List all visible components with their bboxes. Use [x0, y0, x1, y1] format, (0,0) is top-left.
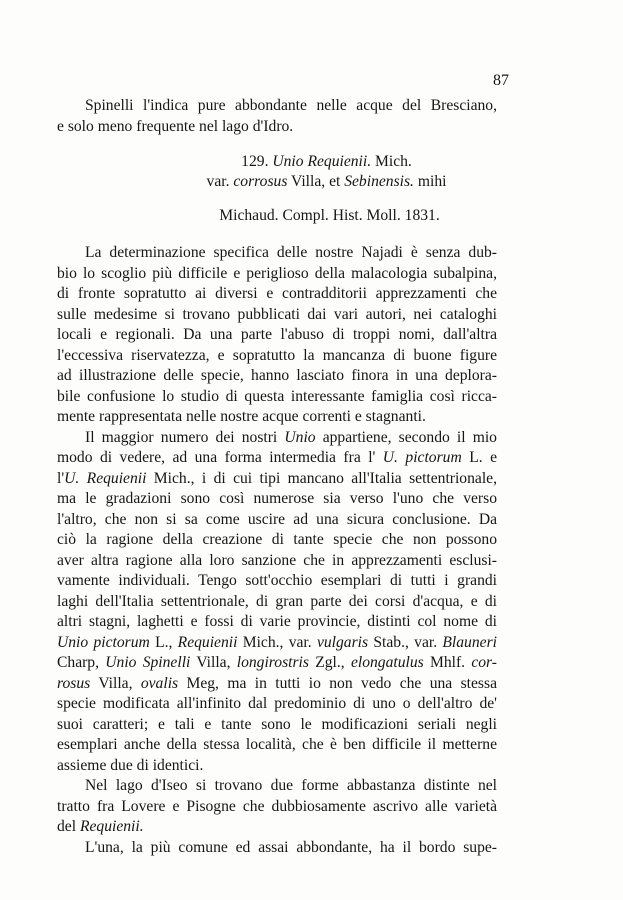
text-line: sulle medesime si trovano pubblicati dai vari autori, nei cataloghi: [57, 305, 497, 323]
text-line: L'una, la più comune ed assai abbondante, ha il bordo supe-: [85, 838, 497, 856]
species-varieties: var. corrosus Villa, et Sebinensis. mihi: [206, 173, 447, 190]
text-line: suoi caratteri; e tali e tante sono le modificazioni seriali negli: [57, 715, 497, 733]
text-line: e solo meno frequente nel lago d'Idro.: [57, 117, 294, 135]
text-line: Charp, Unio Spinelli Villa, longirostris Zgl., elongatulus Mhlf. cor-: [57, 654, 497, 671]
text-line: ad illustrazione delle specie, hanno lasciato finora in una deplora-: [57, 367, 497, 384]
text-line: Spinelli l'indica pure abbondante nelle acque del Bresciano,: [85, 97, 497, 114]
text-line: ciò la ragione della creazione di tante specie che non possono: [57, 531, 497, 548]
text-line: del Requienii.: [57, 818, 144, 835]
species-reference: Michaud. Compl. Hist. Moll. 1831.: [219, 207, 440, 224]
text-line: l'altro, che non si sa come uscire ad una sicura conclusione. Da: [57, 510, 497, 528]
text-line: rosus Villa, ovalis Meg, ma in tutti io non vedo che una stessa: [57, 674, 497, 692]
text-line: esemplari anche della stessa località, che è ben difficile il metterne: [57, 736, 497, 753]
text-line: modo di vedere, ad una forma intermedia fra l' U. pictorum L. e: [57, 449, 497, 466]
species-title: 129. Unio Requienii. Mich.: [241, 153, 412, 170]
intro-paragraph: [57, 96, 497, 137]
text-line: Unio pictorum L., Requienii Mich., var. vulgaris Stab., var. Blauneri: [57, 633, 497, 651]
text-line: assieme due di identici.: [57, 756, 204, 774]
text-line: altri stagni, laghetti e fossi di varie provincie, distinti col nome di: [57, 613, 497, 630]
text-line: bile confusione lo studio di questa interessante famiglia così ricca-: [57, 387, 497, 405]
text-line: l'U. Requienii Mich., i di cui tipi mancano all'Italia settentrionale,: [57, 469, 497, 487]
text-line: bio lo scoglio più difficile e periglioso della malacologia subalpina,: [57, 264, 497, 282]
text-line: locali e regionali. Da una parte l'abuso di troppi nomi, dall'altra: [57, 326, 497, 343]
page-number: 87: [493, 72, 509, 89]
text-line: Nel lago d'Iseo si trovano due forme abbastanza distinte nel: [85, 777, 497, 794]
text-line: La determinazione specifica delle nostre Najadi è senza dub-: [85, 244, 497, 261]
text-line: tratto fra Lovere e Pisogne che dubbiosamente ascrivo alle varietà: [57, 797, 497, 815]
text-line: specie modificata all'infinito dal predominio di uno o dell'altro de': [57, 695, 497, 712]
text-line: di fronte sopratutto ai diversi e contradditorii apprezzamenti che: [57, 285, 497, 302]
text-line: Il maggior numero dei nostri Unio appartiene, secondo il mio: [85, 428, 497, 446]
text-line: l'eccessiva riservatezza, e sopratutto la mancanza di buone figure: [57, 346, 497, 364]
paragraph-1: [57, 243, 497, 858]
text-line: ma le gradazioni sono così numerose sia verso l'uno che verso: [57, 490, 497, 507]
species-heading: [0, 152, 623, 192]
text-line: aver altra ragione alla loro sanzione che in apprezzamenti esclusi-: [57, 551, 497, 569]
text-line: laghi dell'Italia settentrionale, di gran parte dei corsi d'acqua, e di: [57, 592, 497, 610]
text-line: mente rappresentata nelle nostre acque correnti e stagnanti.: [57, 408, 426, 425]
text-line: vamente individuali. Tengo sott'occhio esemplari di tutti i grandi: [57, 572, 497, 589]
